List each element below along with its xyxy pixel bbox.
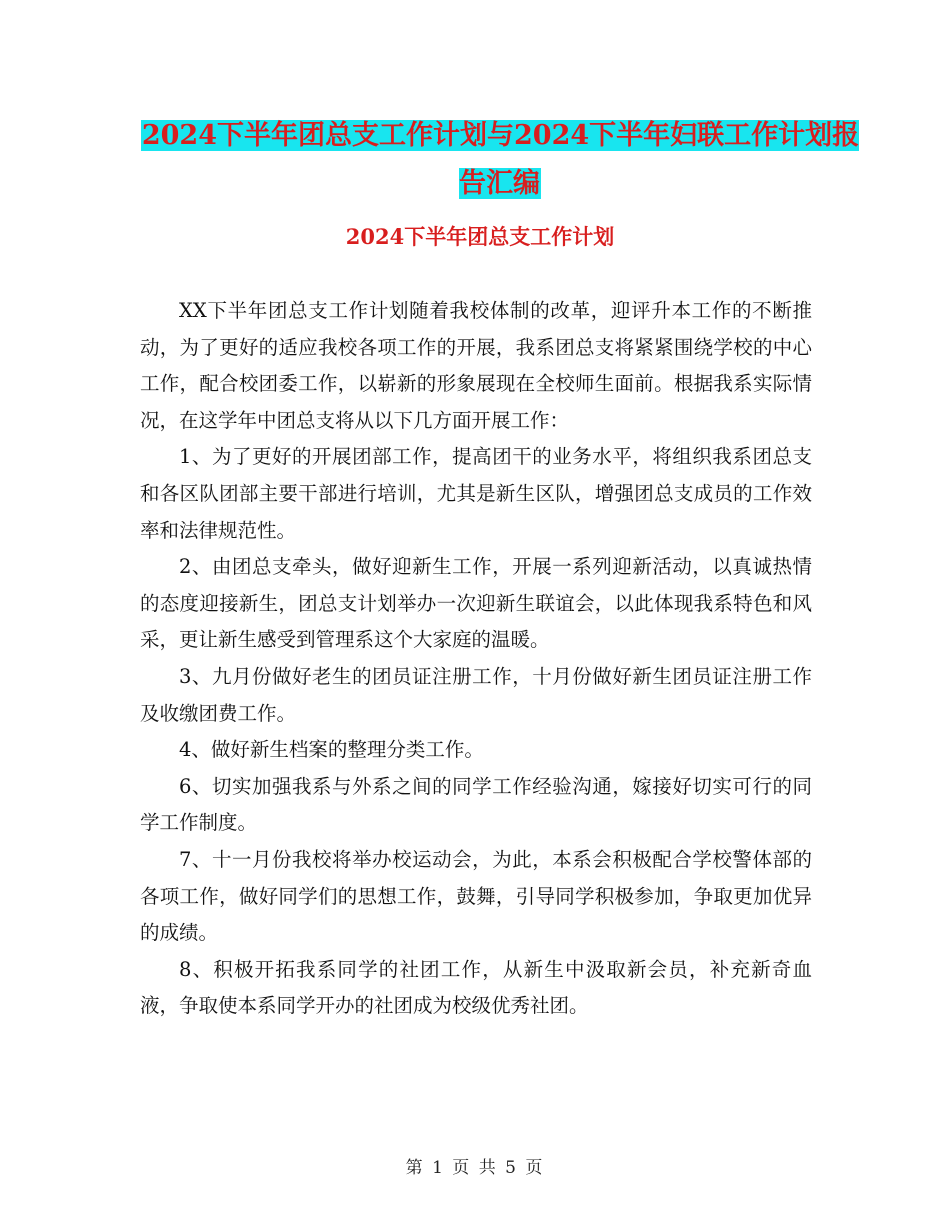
paragraph-item-2: 2、由团总支牵头，做好迎新生工作，开展一系列迎新活动，以真诚热情的态度迎接新生，团总支计划举办一次迎新生联谊会，以此体现我系特色和风采，更让新生感受到管理系这个大家庭的温暖。 <box>140 555 812 652</box>
paragraph-item-3: 3、九月份做好老生的团员证注册工作，十月份做好新生团员证注册工作及收缴团费工作。 <box>140 664 812 725</box>
page-number-footer: 第 1 页 共 5 页 <box>405 1158 545 1178</box>
paragraph-intro: XX下半年团总支工作计划随着我校体制的改革，迎评升本工作的不断推动，为了更好的适应我校各项工作的开展，我系团总支将紧紧围绕学校的中心工作，配合校团委工作，以崭新的形象展现在全校师生面前。根据我系实际情况，在这学年中团总支将从以下几方面开展工作： <box>140 299 812 432</box>
paragraph-item-7: 7、十一月份我校将举办校运动会，为此，本系会积极配合学校警体部的各项工作，做好同学们的思想工作，鼓舞，引导同学积极参加，争取更加优异的成绩。 <box>140 847 812 945</box>
document-title <box>140 112 860 208</box>
document-title-text: 2024下半年团总支工作计划与2024下半年妇联工作计划报告汇编 <box>141 120 860 199</box>
paragraph-item-4: 4、做好新生档案的整理分类工作。 <box>179 738 484 762</box>
paragraph-item-6: 6、切实加强我系与外系之间的同学工作经验沟通，嫁接好切实可行的同学工作制度。 <box>140 774 812 835</box>
paragraph-item-1: 1、为了更好的开展团部工作，提高团干的业务水平，将组织我系团总支和各区队团部主要干部进行培训，尤其是新生区队，增强团总支成员的工作效率和法律规范性。 <box>140 445 812 542</box>
paragraph-item-8: 8、积极开拓我系同学的社团工作，从新生中汲取新会员，补充新奇血液，争取使本系同学开办的社团成为校级优秀社团。 <box>140 957 812 1018</box>
section-title: 2024下半年团总支工作计划 <box>345 224 615 249</box>
document-body <box>140 293 812 1025</box>
